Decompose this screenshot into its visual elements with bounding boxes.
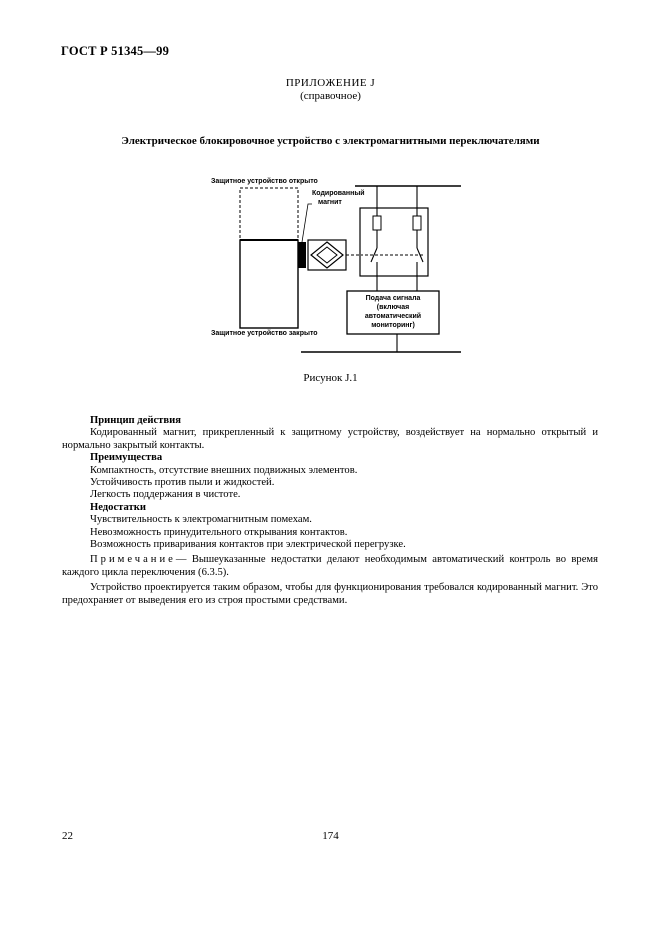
advantages-heading: Преимущества — [90, 452, 163, 464]
page-number-left: 22 — [62, 830, 73, 842]
drawback-item: Невозможность принудительного открывания контактов. — [90, 526, 348, 538]
figure-caption: Рисунок J.1 — [303, 372, 358, 384]
label-signal-line3: автоматический — [364, 313, 422, 320]
coded-magnet — [298, 242, 306, 268]
note-text: — Вышеуказанные недостатки делают необходимым автоматический контроль во время каждого цикла переключения (6.3.5). — [62, 554, 598, 578]
guard-closed-body — [240, 240, 298, 328]
label-magnet-line1: Кодированный — [312, 190, 365, 197]
sensor-diamond — [311, 242, 343, 268]
page-number-center: 174 — [322, 830, 339, 842]
principle-text: Кодированный магнит, прикрепленный к защитному устройству, воздействует на нормально открытый и нормально закрытый контакты. — [62, 427, 598, 451]
interlock-diagram — [205, 172, 465, 362]
label-guard-open: Защитное устройство открыто — [211, 178, 318, 185]
advantage-item: Легкость поддержания в чистоте. — [90, 489, 241, 501]
appendix-subtitle: (справочное) — [300, 90, 361, 102]
section-title: Электрическое блокировочное устройство с электромагнитными переключателями — [121, 135, 540, 147]
drawback-item: Возможность приваривания контактов при электрической перегрузке. — [90, 539, 406, 551]
magnet-leader-line — [302, 204, 312, 242]
advantage-item: Устойчивость против пыли и жидкостей. — [90, 477, 275, 489]
standard-code: ГОСТ Р 51345—99 — [61, 44, 170, 58]
drawbacks-heading: Недостатки — [90, 501, 146, 513]
design-text: Устройство проектируется таким образом, чтобы для функционирования требовался кодированный магнит. Это предохраняет от выведения его из строя простыми средствами. — [62, 582, 598, 606]
body-text — [62, 415, 598, 607]
label-guard-closed: Защитное устройство закрыто — [211, 330, 318, 337]
note-paragraph — [62, 554, 598, 579]
contact-left-coil — [373, 216, 381, 230]
contact-right-coil — [413, 216, 421, 230]
label-magnet-line2: магнит — [318, 199, 342, 206]
note-label: Примечание — [90, 554, 176, 566]
principle-heading: Принцип действия — [90, 415, 181, 426]
label-signal-line2: (включая — [376, 304, 410, 311]
label-signal-line4: мониторинг) — [371, 322, 415, 329]
label-signal-line1: Подача сигнала — [365, 295, 421, 302]
appendix-title: ПРИЛОЖЕНИЕ J — [285, 77, 376, 89]
sensor-box — [308, 240, 346, 270]
drawback-item: Чувствительность к электромагнитным помехам. — [90, 514, 312, 526]
guard-open-outline — [240, 188, 298, 240]
advantage-item: Компактность, отсутствие внешних подвижных элементов. — [90, 464, 358, 476]
